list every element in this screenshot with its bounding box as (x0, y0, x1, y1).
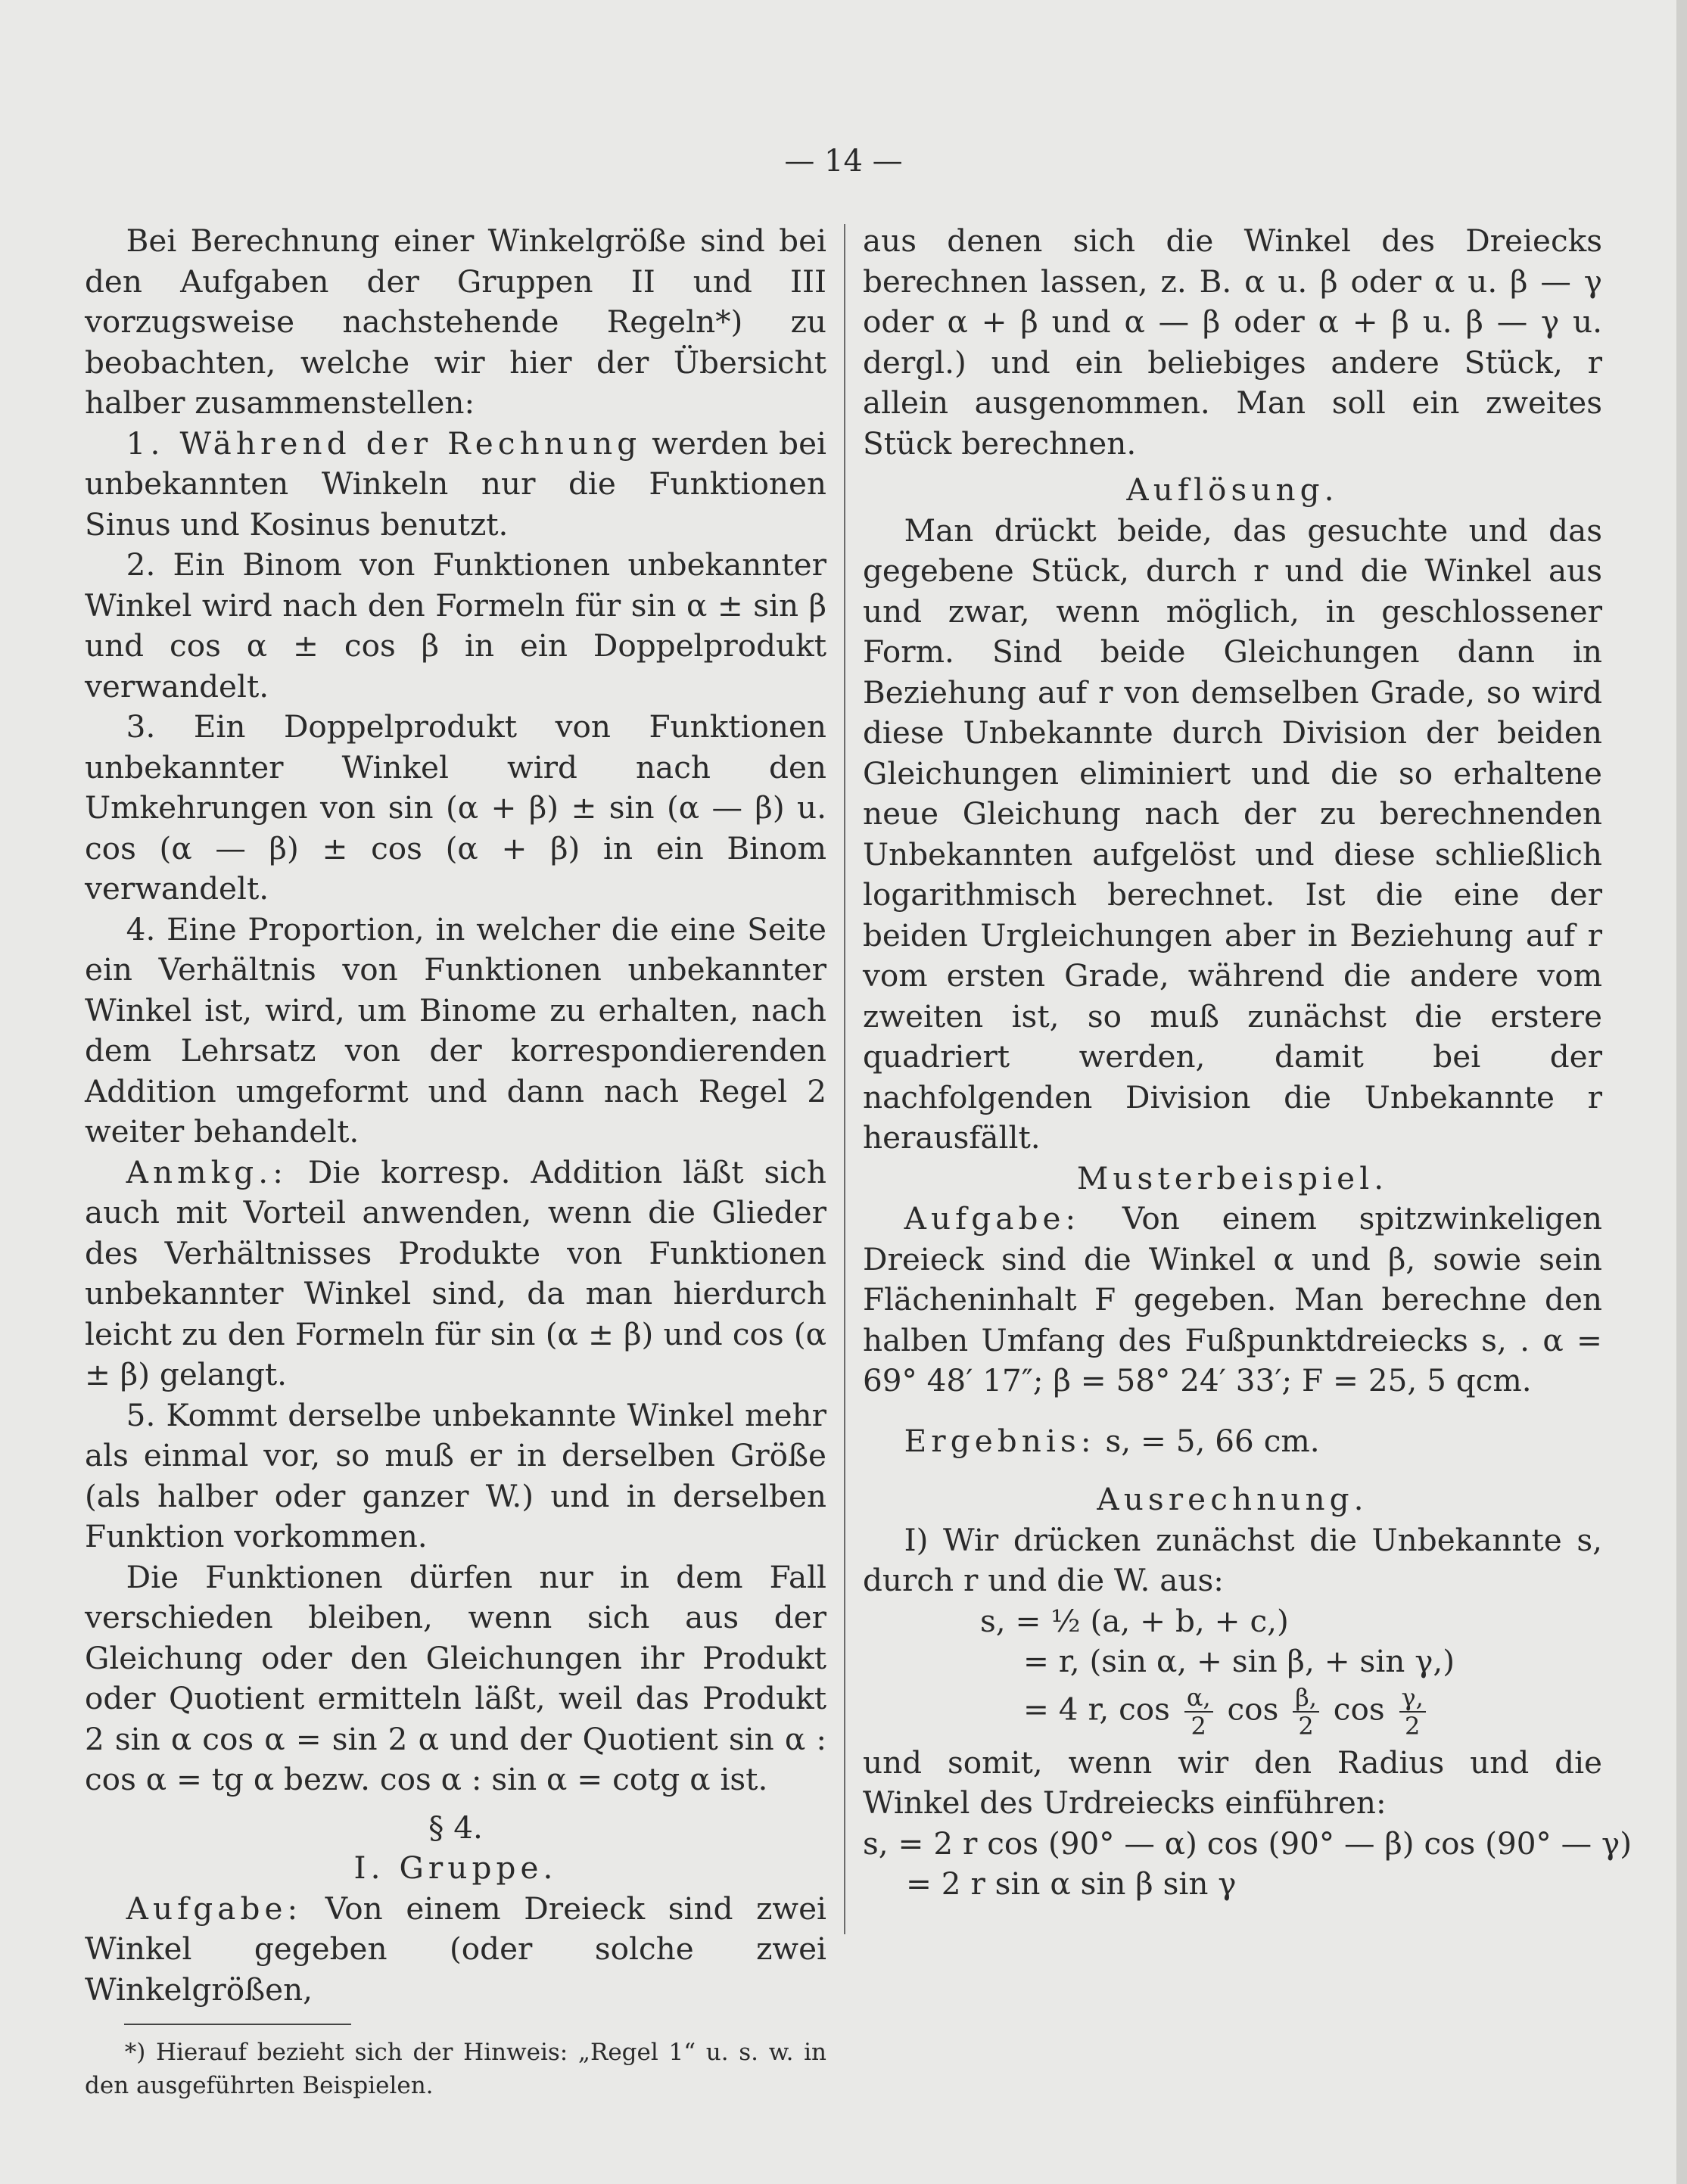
solution-paragraph: Man drückt beide, das gesuchte und das gegebene Stück, durch r und die Winkel aus und zwar, wenn möglich, in geschlossener Form. Sind beide Gleichungen dann in Beziehung auf r von demselben Grade, so wird diese Unbekannte durch Division der beiden Gleichungen eliminiert und die so erhaltene neue Gleichung nach der zu berechnenden Unbekannten aufgelöst und diese schließlich logarithmisch berechnet. Ist die eine der beiden Urgleichungen aber in Beziehung auf r vom ersten Grade, während die andere vom zweiten ist, so muß zunächst die erstere quadriert werden, damit bei der nachfolgenden Division die Unbekannte r herausfällt. (863, 512, 1602, 1156)
remark-lead: Anmkg.: (126, 1153, 288, 1190)
section-heading: § 4. (428, 1809, 483, 1846)
fraction-alpha (1184, 1682, 1213, 1741)
left-column (85, 221, 826, 2102)
example-task-text: Von einem spitzwinkeligen Dreieck sind die Winkel α und β, sowie sein Flächeninhalt F gegeben. Man berechne den halben Umfang des Fußpunktdreiecks s, . α = 69° 48′ 17″; β = 58° 24′ 33′; F = 25, 5 qcm. (863, 1200, 1602, 1398)
fraction-alpha-den: 2 (1191, 1711, 1206, 1741)
calculation-heading: Ausrechnung. (1097, 1481, 1368, 1517)
rule-4: 4. Eine Proportion, in welcher die eine Seite ein Verhältnis von Funktionen unbekannter Winkel ist, wird, um Binome zu erhalten, nach dem Lehrsatz von der korrespondierenden Addition umgeformt und dann nach Regel 2 weiter behandelt. (85, 910, 826, 1150)
fraction-alpha-num: α, (1184, 1685, 1213, 1713)
equation-3-lead: = 4 r, cos (1023, 1691, 1170, 1727)
rule-1-text: werden bei unbekannten Winkeln nur die Funktionen Sinus und Kosinus benutzt. (85, 425, 826, 543)
fraction-beta-num: β, (1293, 1685, 1319, 1713)
fraction-beta-den: 2 (1298, 1711, 1314, 1741)
task-text: Von einem Dreieck sind zwei Winkel gegeben (oder solche zwei Winkelgrößen, (85, 1890, 826, 2008)
intro-paragraph: Bei Berechnung einer Winkelgröße sind bei den Aufgaben der Gruppen II und III vorzugsweise nachstehende Regeln*) zu beobachten, welche wir hier der Übersicht halber zusammenstellen: (85, 222, 826, 421)
radius-paragraph: und somit, wenn wir den Radius und die Winkel des Urdreiecks einführen: (863, 1744, 1602, 1821)
fraction-beta (1293, 1682, 1319, 1741)
rule-1 (85, 424, 826, 546)
right-column (863, 221, 1633, 1905)
example-task (863, 1199, 1602, 1402)
functions-paragraph: Die Funktionen dürfen nur in dem Fall verschieden bleiben, wenn sich aus der Gleichung oder den Gleichungen ihr Produkt oder Quotient ermitteln läßt, weil das Produkt 2 sin α cos α = sin 2 α und der Quotient sin α : cos α = tg α bezw. cos α : sin α = cotg α ist. (85, 1558, 826, 1797)
group-heading: I. Gruppe. (353, 1850, 558, 1886)
equation-2: = r, (sin α, + sin β, + sin γ,) (1023, 1643, 1455, 1679)
equation-5: = 2 r sin α sin β sin γ (906, 1865, 1237, 1902)
result-lead: Ergebnis: (904, 1422, 1096, 1459)
scan-edge (1676, 0, 1687, 2184)
fraction-gamma (1399, 1682, 1426, 1741)
equation-4: s, = 2 r cos (90° — α) cos (90° — β) cos (90° — γ) (863, 1825, 1633, 1862)
page-number: — 14 — (784, 144, 903, 179)
equation-1: s, = ½ (a, + b, + c,) (980, 1602, 1289, 1639)
remark (85, 1153, 826, 1395)
footnote: *) Hierauf bezieht sich der Hinweis: „Regel 1“ u. s. w. in den ausgeführten Beispielen. (85, 2039, 826, 2099)
fraction-gamma-den: 2 (1404, 1711, 1421, 1741)
rule-2: 2. Ein Binom von Funktionen unbekannter Winkel wird nach den Formeln für sin α ± sin β und cos α ± cos β in ein Doppelprodukt verwandelt. (85, 546, 826, 705)
result-value: s, = 5, 66 cm. (1105, 1422, 1320, 1459)
example-task-lead: Aufgabe: (904, 1200, 1081, 1237)
result-line (863, 1421, 1602, 1462)
equation-3-cos-1: cos (1227, 1691, 1279, 1727)
task-paragraph (85, 1889, 826, 2011)
equation-3-cos-2: cos (1333, 1691, 1385, 1727)
rule-1-lead: 1. Während der Rechnung (126, 425, 642, 462)
footnote-rule (124, 2024, 351, 2025)
rule-3: 3. Ein Doppelprodukt von Funktionen unbekannter Winkel wird nach den Umkehrungen von sin (α + β) ± sin (α — β) u. cos (α — β) ± cos (α + β) in ein Binom verwandelt. (85, 708, 826, 907)
rule-5: 5. Kommt derselbe unbekannte Winkel mehr als einmal vor, so muß er in derselben Größe (als halber oder ganzer W.) und in derselben Funktion vorkommen. (85, 1396, 826, 1554)
example-heading: Musterbeispiel. (1076, 1159, 1389, 1196)
continuation-paragraph: aus denen sich die Winkel des Dreiecks berechnen lassen, z. B. α u. β oder α u. β — γ oder α + β und α — β oder α + β u. β — γ u. dergl.) und ein beliebiges andere Stück, r allein ausgenommen. Man soll ein zweites Stück berechnen. (863, 222, 1602, 462)
fraction-gamma-num: γ, (1399, 1685, 1426, 1713)
column-divider (844, 224, 845, 1934)
equation-3 (863, 1682, 1602, 1741)
task-lead: Aufgabe: (126, 1890, 303, 1927)
calculation-paragraph: I) Wir drücken zunächst die Unbekannte s, durch r und die W. aus: (863, 1521, 1602, 1598)
solution-heading: Auflösung. (1126, 471, 1339, 508)
remark-text: Die korresp. Addition läßt sich auch mit Vorteil anwenden, wenn die Glieder des Verhältnisses Produkte von Funktionen unbekannter Winkel sind, da man hierdurch leicht zu den Formeln für sin (α ± β) und cos (α ± β) gelangt. (85, 1153, 826, 1392)
